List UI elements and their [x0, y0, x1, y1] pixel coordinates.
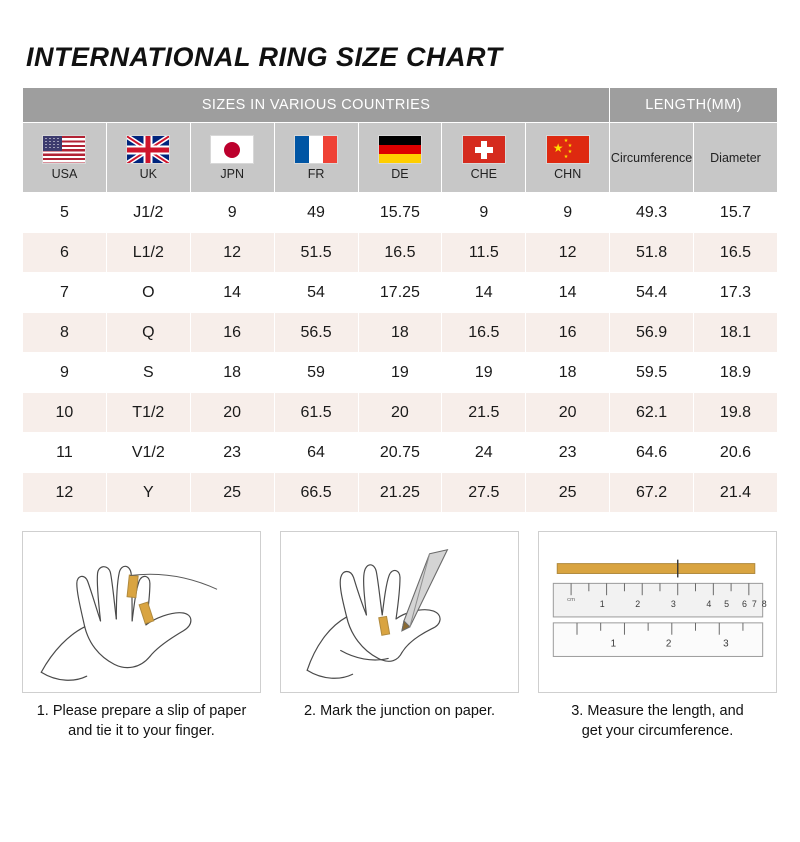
- cell-uk: J1/2: [106, 193, 190, 233]
- flag-header-row: [23, 123, 778, 193]
- table-row: [23, 393, 778, 433]
- table-row: [23, 273, 778, 313]
- cell-che: 9: [442, 193, 526, 233]
- cell-uk: L1/2: [106, 233, 190, 273]
- cell-chn: 9: [526, 193, 610, 233]
- cell-de: 18: [358, 313, 442, 353]
- cell-diameter: 15.7: [694, 193, 778, 233]
- switzerland-flag-icon: [462, 135, 506, 164]
- cell-de: 20.75: [358, 433, 442, 473]
- country-code-che: CHE: [470, 167, 498, 181]
- table-header: [23, 88, 778, 193]
- column-header-chn: [526, 123, 610, 193]
- cell-jpn: 14: [190, 273, 274, 313]
- uk-flag-icon: [126, 135, 170, 164]
- cell-usa: 6: [23, 233, 107, 273]
- step-1-caption-line2: and tie it to your finger.: [68, 722, 215, 739]
- step-3-caption-line2: get your circumference.: [581, 722, 734, 739]
- ring-size-chart-page: [0, 42, 800, 842]
- step-3-caption-line1: 3. Measure the length, and: [571, 703, 744, 719]
- cell-uk: O: [106, 273, 190, 313]
- hand-with-paper-strip-illustration: [22, 531, 261, 693]
- cell-jpn: 23: [190, 433, 274, 473]
- svg-text:8: 8: [761, 599, 767, 610]
- hand-marking-paper-with-pen-illustration: [280, 531, 519, 693]
- cell-uk: T1/2: [106, 393, 190, 433]
- table-body: [23, 193, 778, 513]
- cell-circumference: 67.2: [610, 473, 694, 513]
- svg-text:3: 3: [670, 599, 676, 610]
- ruler-measuring-paper-strip-illustration: [538, 531, 777, 693]
- cell-fr: 49: [274, 193, 358, 233]
- cell-de: 21.25: [358, 473, 442, 513]
- cell-fr: 64: [274, 433, 358, 473]
- ruler-drawing: [539, 532, 776, 692]
- svg-text:cm: cm: [567, 597, 576, 604]
- cell-che: 14: [442, 273, 526, 313]
- country-code-chn: CHN: [554, 167, 582, 181]
- cell-usa: 7: [23, 273, 107, 313]
- column-header-usa: [23, 123, 107, 193]
- column-header-de: [358, 123, 442, 193]
- table-row: [23, 193, 778, 233]
- cell-de: 20: [358, 393, 442, 433]
- cell-fr: 54: [274, 273, 358, 313]
- step-2: [280, 531, 519, 741]
- step-1-caption-line1: 1. Please prepare a slip of paper: [36, 703, 247, 719]
- cell-diameter: 19.8: [694, 393, 778, 433]
- column-header-uk: [106, 123, 190, 193]
- cell-de: 16.5: [358, 233, 442, 273]
- column-header-fr: [274, 123, 358, 193]
- cell-diameter: 20.6: [694, 433, 778, 473]
- cell-usa: 9: [23, 353, 107, 393]
- table-row: [23, 473, 778, 513]
- cell-diameter: 17.3: [694, 273, 778, 313]
- cell-circumference: 62.1: [610, 393, 694, 433]
- svg-text:2: 2: [665, 638, 672, 650]
- svg-text:3: 3: [723, 638, 729, 650]
- group-header-length: LENGTH(MM): [610, 88, 778, 123]
- cell-diameter: 21.4: [694, 473, 778, 513]
- cell-circumference: 64.6: [610, 433, 694, 473]
- cell-uk: V1/2: [106, 433, 190, 473]
- japan-flag-icon: [210, 135, 254, 164]
- svg-text:1: 1: [599, 599, 605, 610]
- cell-de: 15.75: [358, 193, 442, 233]
- cell-che: 11.5: [442, 233, 526, 273]
- hand-pen-drawing: [281, 532, 518, 692]
- cell-che: 19: [442, 353, 526, 393]
- cell-che: 21.5: [442, 393, 526, 433]
- svg-text:2: 2: [635, 599, 641, 610]
- svg-text:7: 7: [751, 599, 757, 610]
- cell-diameter: 18.1: [694, 313, 778, 353]
- cell-chn: 16: [526, 313, 610, 353]
- cell-jpn: 12: [190, 233, 274, 273]
- cell-che: 27.5: [442, 473, 526, 513]
- cell-uk: Q: [106, 313, 190, 353]
- usa-flag-icon: [42, 135, 86, 164]
- cell-chn: 18: [526, 353, 610, 393]
- cell-usa: 12: [23, 473, 107, 513]
- cell-fr: 51.5: [274, 233, 358, 273]
- table-row: [23, 433, 778, 473]
- cell-chn: 14: [526, 273, 610, 313]
- cell-chn: 20: [526, 393, 610, 433]
- step-1: [22, 531, 261, 741]
- germany-flag-icon: [378, 135, 422, 164]
- cell-usa: 11: [23, 433, 107, 473]
- step-2-caption-line1: 2. Mark the junction on paper.: [303, 703, 496, 719]
- group-header-countries: SIZES IN VARIOUS COUNTRIES: [23, 88, 610, 123]
- country-code-fr: FR: [307, 167, 325, 181]
- cell-fr: 56.5: [274, 313, 358, 353]
- cell-jpn: 16: [190, 313, 274, 353]
- cell-usa: 5: [23, 193, 107, 233]
- cell-circumference: 56.9: [610, 313, 694, 353]
- column-header-circumference: Circumference: [610, 123, 694, 193]
- table-row: [23, 353, 778, 393]
- group-header-row: [23, 88, 778, 123]
- page-title: INTERNATIONAL RING SIZE CHART: [26, 42, 503, 72]
- ring-size-table: [22, 87, 778, 513]
- step-3-caption: [538, 702, 777, 741]
- cell-fr: 59: [274, 353, 358, 393]
- hand-paper-drawing: [23, 532, 260, 692]
- country-code-jpn: JPN: [220, 167, 244, 181]
- cell-circumference: 59.5: [610, 353, 694, 393]
- step-1-caption: [22, 702, 261, 741]
- svg-text:1: 1: [610, 638, 617, 650]
- step-3: [538, 531, 777, 741]
- cell-de: 17.25: [358, 273, 442, 313]
- cell-chn: 23: [526, 433, 610, 473]
- cell-circumference: 49.3: [610, 193, 694, 233]
- svg-text:4: 4: [706, 599, 712, 610]
- cell-jpn: 18: [190, 353, 274, 393]
- cell-circumference: 51.8: [610, 233, 694, 273]
- cell-de: 19: [358, 353, 442, 393]
- cell-usa: 8: [23, 313, 107, 353]
- country-code-de: DE: [391, 167, 409, 181]
- cell-fr: 61.5: [274, 393, 358, 433]
- cell-fr: 66.5: [274, 473, 358, 513]
- cell-che: 16.5: [442, 313, 526, 353]
- cell-diameter: 16.5: [694, 233, 778, 273]
- cell-uk: Y: [106, 473, 190, 513]
- svg-text:6: 6: [741, 599, 747, 610]
- cell-usa: 10: [23, 393, 107, 433]
- cell-diameter: 18.9: [694, 353, 778, 393]
- column-header-che: [442, 123, 526, 193]
- column-header-jpn: [190, 123, 274, 193]
- table-row: [23, 313, 778, 353]
- svg-text:5: 5: [724, 599, 730, 610]
- china-flag-icon: ★ ★ ★ ★ ★: [546, 135, 590, 164]
- cell-che: 24: [442, 433, 526, 473]
- cell-jpn: 9: [190, 193, 274, 233]
- cell-circumference: 54.4: [610, 273, 694, 313]
- cell-jpn: 25: [190, 473, 274, 513]
- cell-chn: 25: [526, 473, 610, 513]
- measuring-instructions: [22, 531, 778, 741]
- country-code-usa: USA: [51, 167, 78, 181]
- cell-jpn: 20: [190, 393, 274, 433]
- france-flag-icon: [294, 135, 338, 164]
- country-code-uk: UK: [139, 167, 157, 181]
- cell-chn: 12: [526, 233, 610, 273]
- table-row: [23, 233, 778, 273]
- column-header-diameter: Diameter: [694, 123, 778, 193]
- cell-uk: S: [106, 353, 190, 393]
- step-2-caption: [280, 702, 519, 722]
